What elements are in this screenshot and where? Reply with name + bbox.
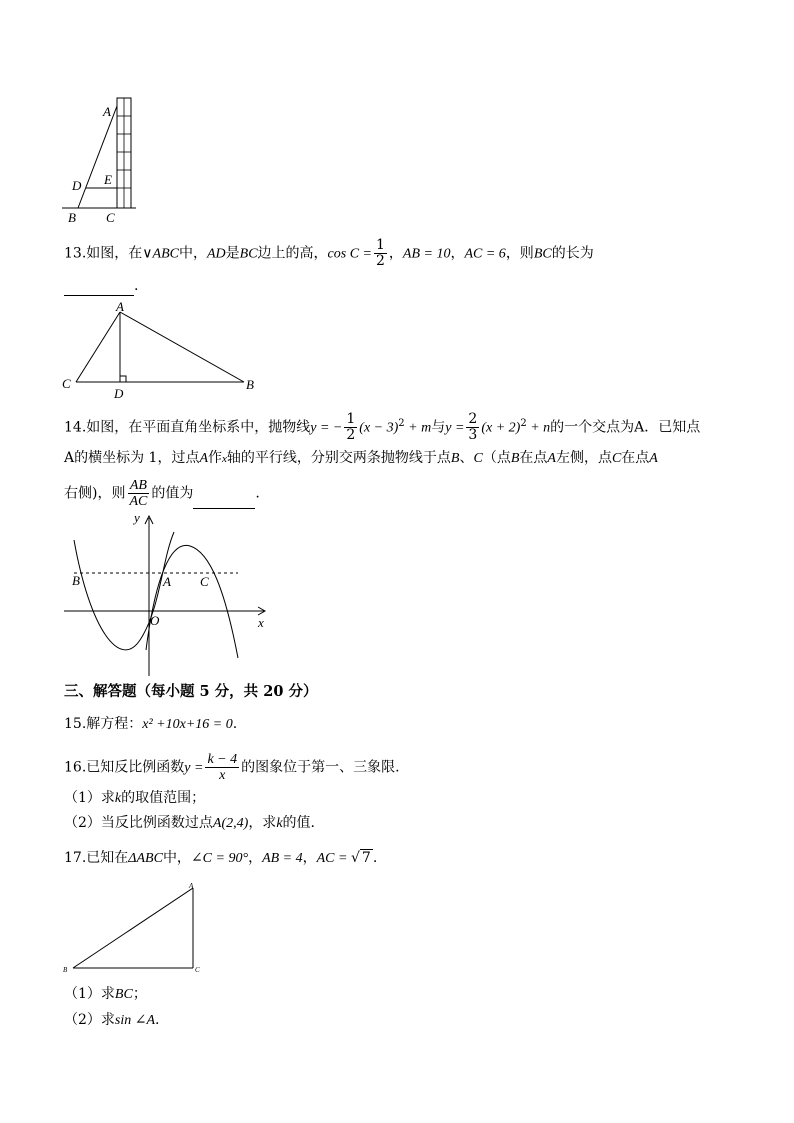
question-17-part-2: （2）求sin ∠A. — [64, 1012, 160, 1028]
question-16-part-2: （2）当反比例函数过点A(2,4)，求k的值. — [64, 815, 315, 831]
fig12-label-B: B — [68, 210, 76, 224]
question-17: 17.已知在ΔABC中，∠C = 90°，AB = 4，AC = √ 7 . — [64, 850, 378, 866]
question-13: 13.如图，在∨ABC中，AD是BC边上的高，cos C = $\frac{1}{2}$ ，AB = 10，AC = 6，则BC的长为 — [64, 237, 594, 269]
figure-right-triangle-17 — [60, 880, 210, 980]
fig14-label-C: C — [200, 574, 209, 589]
fig13-label-D: D — [114, 386, 124, 401]
figure-parabolas-14 — [60, 510, 275, 680]
figure-triangle-abc-13 — [58, 300, 268, 402]
fig13-label-B: B — [246, 377, 254, 392]
fig17-label-C: C — [195, 966, 200, 974]
question-14-line-3: 右侧)，则 $\frac{AB}{AC}$ 的值为 . — [64, 478, 260, 509]
answer-blank-14[interactable] — [193, 494, 255, 509]
question-14-line-1: 14.如图，在平面直角坐标系中，抛物线y = − $\frac{1}{2}$ $(x - 3)^2 + m$与y = $\frac{2}{3}$ $(x + 2)^2 + n$的一个交点为A．已知点 — [64, 411, 701, 443]
fraction-k-minus-4-over-x: $\frac{k - 4}{x}$ — [207, 752, 238, 783]
fig14-label-B: B — [72, 573, 80, 588]
fig17-label-B: B — [63, 966, 68, 974]
fig14-label-x: x — [258, 615, 264, 630]
fig13-label-A: A — [116, 300, 124, 314]
figure-ladder-wall — [60, 92, 140, 224]
fraction-one-half: $\frac{1}{2}$ — [375, 237, 385, 269]
answer-blank-13[interactable]: . — [64, 276, 138, 296]
question-14-line-2: A的横坐标为 1，过点A作x轴的平行线，分别交两条抛物线于点B、C（点B在点A左侧，点C在点A — [64, 450, 658, 466]
question-17-part-1: （1）求BC； — [64, 986, 147, 1002]
fig12-label-A: A — [103, 104, 111, 119]
question-15: 15.解方程：x² +10x+16 = 0. — [64, 716, 238, 732]
fraction-ab-over-ac: $\frac{AB}{AC}$ — [129, 478, 148, 509]
fig12-label-C: C — [106, 210, 115, 224]
question-16-part-1: （1）求k的取值范围； — [64, 790, 206, 806]
fig13-label-C: C — [62, 376, 71, 391]
fig14-label-O: O — [150, 613, 160, 628]
fig14-label-y: y — [134, 510, 140, 525]
question-16: 16.已知反比例函数y = $\frac{k - 4}{x}$ 的图象位于第一、三象限. — [64, 752, 400, 783]
fig17-label-A: A — [189, 882, 194, 890]
section-three-header: 三、解答题（每小题 5 分，共 20 分） — [64, 683, 318, 700]
fig12-label-D: D — [72, 178, 82, 193]
fig12-label-E: E — [104, 172, 112, 187]
fig14-label-A: A — [163, 574, 171, 589]
